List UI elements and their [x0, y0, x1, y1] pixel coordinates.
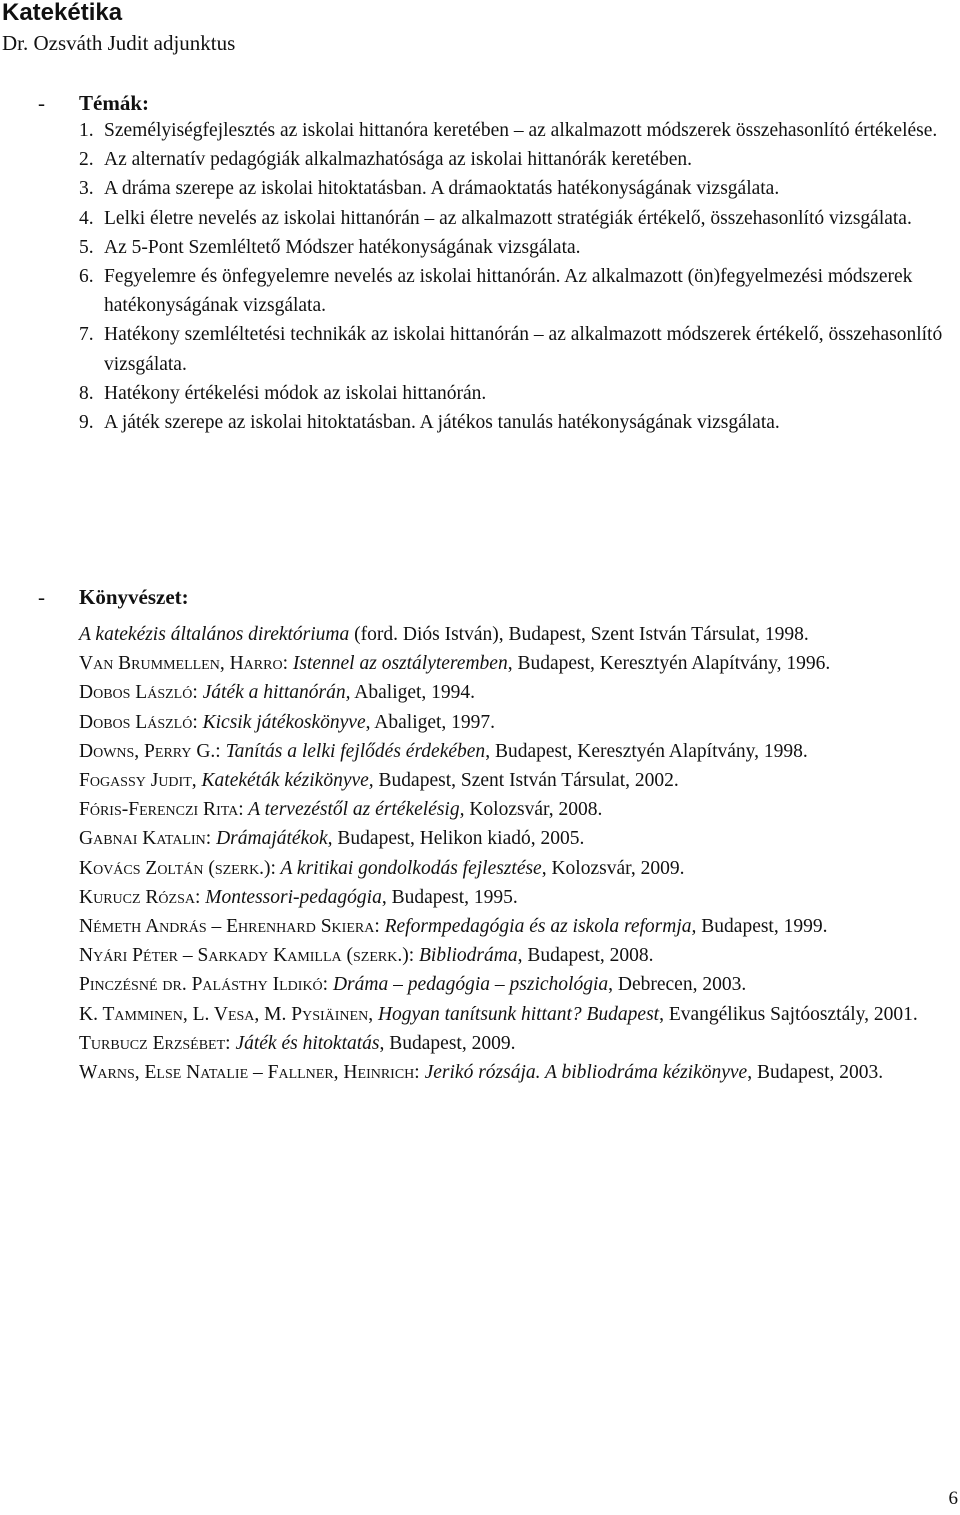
bibliography-entry: Nyári Péter – Sarkady Kamilla (szerk.): Bibliodráma, Budapest, 2008.: [79, 945, 654, 967]
bibliography-entry: Van Brummellen, Harro: Istennel az osztályteremben, Budapest, Keresztyén Alapítvány, 1996.: [79, 653, 831, 675]
topic-item: 6. Fegyelemre és önfegyelemre nevelés az iskolai hittanórán. Az alkalmazott (ön)fegyelmezési módszerek hatékonyságának vizsgálata.: [79, 266, 913, 317]
bibliography-entry: Németh András – Ehrenhard Skiera: Reformpedagógia és az iskola reformja, Budapest, 1999.: [79, 916, 828, 938]
bibliography-entry: A katekézis általános direktóriuma (ford. Diós István), Budapest, Szent István Társulat, 1998.: [79, 624, 809, 645]
bibliography-entry: Fóris-Ferenczi Rita: A tervezéstől az értékelésig, Kolozsvár, 2008.: [79, 799, 603, 821]
list-dash: -: [38, 585, 45, 609]
topic-item: 1. Személyiségfejlesztés az iskolai hittanóra keretében – az alkalmazott módszerek összehasonlító értékelése.: [79, 120, 938, 141]
bibliography-entry: Kovács Zoltán (szerk.): A kritikai gondolkodás fejlesztése, Kolozsvár, 2009.: [79, 857, 685, 879]
topic-item: 8. Hatékony értékelési módok az iskolai hittanórán.: [79, 382, 487, 404]
bibliography-entry: Warns, Else Natalie – Fallner, Heinrich: Jerikó rózsája. A bibliodráma kézikönyve, Budapest, 2003.: [79, 1062, 884, 1084]
page-number: 6: [948, 1488, 958, 1509]
bibliography-entry: Kurucz Rózsa: Montessori-pedagógia, Budapest, 1995.: [79, 886, 518, 908]
bibliography-entry: Fogassy Judit, Katekéták kézikönyve, Budapest, Szent István Társulat, 2002.: [79, 770, 679, 792]
bibliography-entry: Turbucz Erzsébet: Játék és hitoktatás, Budapest, 2009.: [79, 1032, 516, 1054]
topic-item: 3. A dráma szerepe az iskolai hitoktatásban. A drámaoktatás hatékonyságának vizsgálata.: [79, 178, 780, 200]
topic-item: 2. Az alternatív pedagógiák alkalmazhatósága az iskolai hittanórák keretében.: [79, 149, 692, 171]
topic-item: 7. Hatékony szemléltetési technikák az iskolai hittanórán – az alkalmazott módszerek értékelő, összehasonlító vizsgálata.: [79, 324, 943, 375]
bibliography-list: [79, 620, 924, 1087]
bibliography-entry: K. Tamminen, L. Vesa, M. Pysiäinen, Hogyan tanítsunk hittant? Budapest, Evangélikus Sajtóosztály, 2001.: [79, 1003, 918, 1025]
topics-list: [79, 116, 954, 437]
bibliography-entry: Gabnai Katalin: Drámajátékok, Budapest, Helikon kiadó, 2005.: [79, 828, 585, 850]
bibliography-heading-label: Könyvészet:: [79, 585, 189, 609]
bibliography-entry: Dobos László: Játék a hittanórán, Abaliget, 1994.: [79, 682, 476, 704]
lecturer-name: Dr. Ozsváth Judit adjunktus: [2, 31, 236, 55]
topic-item: 4. Lelki életre nevelés az iskolai hittanórán – az alkalmazott stratégiák értékelő, összehasonlító vizsgálata.: [79, 207, 912, 229]
topics-heading-label: Témák:: [79, 91, 149, 115]
bibliography-entry: Pinczésné dr. Palásthy Ildikó: Dráma – pedagógia – pszichológia, Debrecen, 2003.: [79, 974, 747, 996]
bibliography-entry: Downs, Perry G.: Tanítás a lelki fejlődés érdekében, Budapest, Keresztyén Alapítvány, 1998.: [79, 740, 808, 762]
bibliography-entry: Dobos László: Kicsik játékoskönyve, Abaliget, 1997.: [79, 711, 496, 733]
topic-item: 5. Az 5-Pont Szemléltető Módszer hatékonyságának vizsgálata.: [79, 236, 581, 258]
course-title: Katekétika: [2, 0, 123, 26]
list-dash: -: [38, 91, 45, 115]
topic-item: 9. A játék szerepe az iskolai hitoktatásban. A játékos tanulás hatékonyságának vizsgálata.: [79, 412, 780, 434]
